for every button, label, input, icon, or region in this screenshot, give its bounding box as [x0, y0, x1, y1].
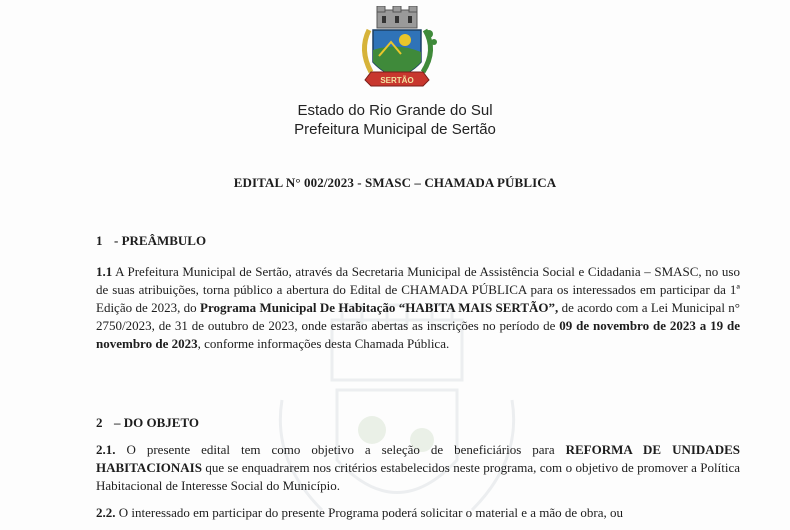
paragraph-1-1	[96, 263, 740, 353]
prefecture-name: Prefeitura Municipal de Sertão	[294, 121, 496, 138]
document-title: EDITAL N° 002/2023 - SMASC – CHAMADA PÚBLICA	[233, 175, 557, 190]
paragraph-number: 2.1.	[96, 442, 116, 457]
paragraph-text: O presente edital tem como objetivo a seleção de beneficiários para	[115, 442, 566, 457]
paragraph-text: , conforme informações desta Chamada Pública.	[197, 336, 450, 351]
paragraph-text: A Prefeitura Municipal de Sertão, através da Secretaria Municipal de Assistência Social e Cidadania – SMASC, no uso de suas atribuições, torna público a abertura do Edital de CHAMADA PÚBLICA para os interessados em participar da 1ª Edição de 2023, do	[96, 264, 740, 315]
program-name: Programa Municipal De Habitação “HABITA MAIS SERTÃO”,	[200, 300, 559, 315]
paragraph-text: que se enquadrarem nos critérios estabelecidos neste programa, com o objetivo de promover a Política Habitacional de Interesse Social do Município.	[96, 460, 740, 493]
object-emphasis: REFORMA DE UNIDADES HABITACIONAIS	[96, 442, 740, 475]
crest-banner-text: SERTÃO	[380, 76, 414, 85]
paragraph-2-1	[96, 441, 740, 495]
paragraph-2-2	[96, 504, 740, 522]
section-title: - PREÂMBULO	[114, 233, 207, 248]
paragraph-number: 1.1	[96, 264, 113, 279]
state-name: Estado do Rio Grande do Sul	[297, 102, 493, 119]
section-heading-objeto	[96, 415, 199, 431]
paragraph-number: 2.2.	[96, 505, 116, 520]
municipal-coat-of-arms-logo	[351, 6, 443, 96]
paragraph-text: O interessado em participar do presente Programa poderá solicitar o material e a mão de obra, ou	[115, 505, 624, 520]
section-number: 2	[96, 415, 103, 430]
section-heading-preambulo	[96, 233, 206, 249]
section-number: 1	[96, 233, 103, 248]
section-title: – DO OBJETO	[114, 415, 200, 430]
paragraph-text: de acordo com a Lei Municipal n° 2750/2023, de 31 de outubro de 2023, onde estarão abertas as inscrições no período de	[96, 300, 740, 333]
registration-period: 09 de novembro de 2023 a 19 de novembro de 2023	[96, 318, 740, 351]
